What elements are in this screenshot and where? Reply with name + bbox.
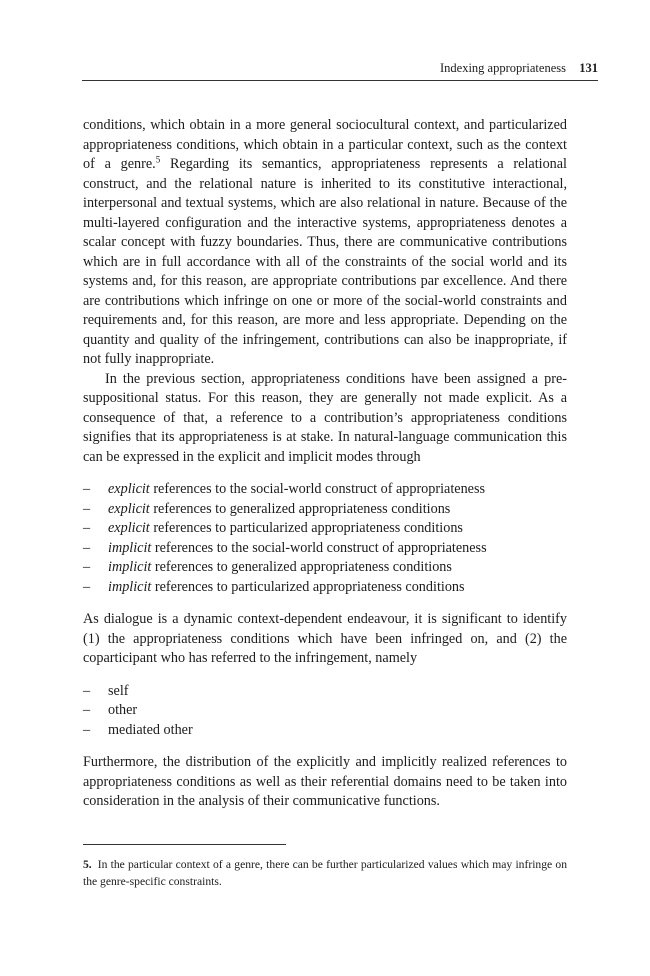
list-item-text: references to particularized appropriateness conditions xyxy=(151,578,465,595)
list-item xyxy=(83,558,567,578)
list-dash: – xyxy=(83,721,91,738)
list-dash: – xyxy=(83,500,91,517)
footnote-text: In the particular context of a genre, there can be further particularized values which may infringe on the genre-specific constraints. xyxy=(83,858,567,888)
list-item xyxy=(83,682,567,702)
paragraph-1-end: Regarding its semantics, appropriateness represents a relational construct, and the relational nature is inherited to its constitutive interactional, interpersonal and textual systems, which are also relational in nature. Because of the multi-layered configuration and the interactive systems, appropriateness denotes a scalar concept with fuzzy boundaries. Thus, there are communicative contributions which are in full accordance with all of the constraints of the social world and its systems and, for this reason, are appropriate contributions par excellence. And there are contributions which infringe on one or more of the social-world constraints and requirements and, for this reason, are more and less appropriate. Depending on the quantity and quality of the infringement, contributions can also be inappropriate, if not fully inappropriate. xyxy=(83,156,567,367)
list-dash: – xyxy=(83,539,91,556)
paragraph-4: Furthermore, the distribution of the explicitly and implicitly realized references to appropriateness conditions as well as their referential domains need to be taken into consideration in the analysis of their communicative functions. xyxy=(83,754,567,809)
list-item-text: other xyxy=(108,702,138,718)
paragraph-1-start: conditions, which obtain in a more general sociocultural context, and particularized appropriateness conditions, which obtain in a particular context, such as the context of a genre. xyxy=(83,117,567,172)
footnote-number: 5. xyxy=(83,858,92,871)
body-text xyxy=(83,116,567,812)
list-item-text: references to generalized appropriateness conditions xyxy=(149,500,451,517)
list-dash: – xyxy=(83,520,91,536)
list-item-text: self xyxy=(108,682,129,699)
list-item-mode: explicit xyxy=(108,481,150,497)
list-dash: – xyxy=(83,682,91,699)
list-dash: – xyxy=(83,578,91,595)
list-item xyxy=(83,480,567,500)
list-item-mode: implicit xyxy=(108,539,152,556)
list-dash: – xyxy=(83,481,91,497)
list-dash: – xyxy=(83,702,91,718)
list-item xyxy=(83,721,567,741)
list-item xyxy=(83,578,567,598)
running-title: Indexing appropriateness xyxy=(439,61,566,75)
list-item-text: references to generalized appropriateness conditions xyxy=(151,559,452,575)
footnote-divider xyxy=(83,844,286,845)
running-header xyxy=(82,58,598,81)
list-item-mode: explicit xyxy=(108,500,150,517)
list-item xyxy=(83,539,567,559)
list-dash: – xyxy=(83,559,91,575)
list-item-mode: implicit xyxy=(108,559,152,575)
list-item-text: mediated other xyxy=(108,721,193,738)
list-item xyxy=(83,701,567,721)
footnote-reference: 5 xyxy=(155,154,161,165)
paragraph-1 xyxy=(83,116,567,370)
paragraph-2: In the previous section, appropriateness conditions have been assigned a presuppositional status. For this reason, they are generally not made explicit. As a consequence of that, a reference to a contribution’s appropriateness conditions signifies that its appropriateness is at stake. In natural-language communication this can be expressed in the explicit and implicit modes through xyxy=(83,370,567,465)
paragraph-3: As dialogue is a dynamic context-dependent endeavour, it is significant to identify (1) the appropriateness conditions which have been infringed on, and (2) the coparticipant who has referred to the infringement, namely xyxy=(83,611,567,666)
list-item-text: references to the social-world construct of appropriateness xyxy=(149,481,486,497)
page-number: 131 xyxy=(579,61,598,75)
list-item-mode: implicit xyxy=(108,578,152,595)
list-item xyxy=(83,500,567,520)
reference-modes-list xyxy=(83,480,567,597)
list-item xyxy=(83,519,567,539)
footnote xyxy=(83,857,567,890)
list-item-mode: explicit xyxy=(108,520,150,536)
list-item-text: references to the social-world construct of appropriateness xyxy=(151,539,487,556)
list-item-text: references to particularized appropriateness conditions xyxy=(149,520,463,536)
coparticipant-list xyxy=(83,682,567,741)
